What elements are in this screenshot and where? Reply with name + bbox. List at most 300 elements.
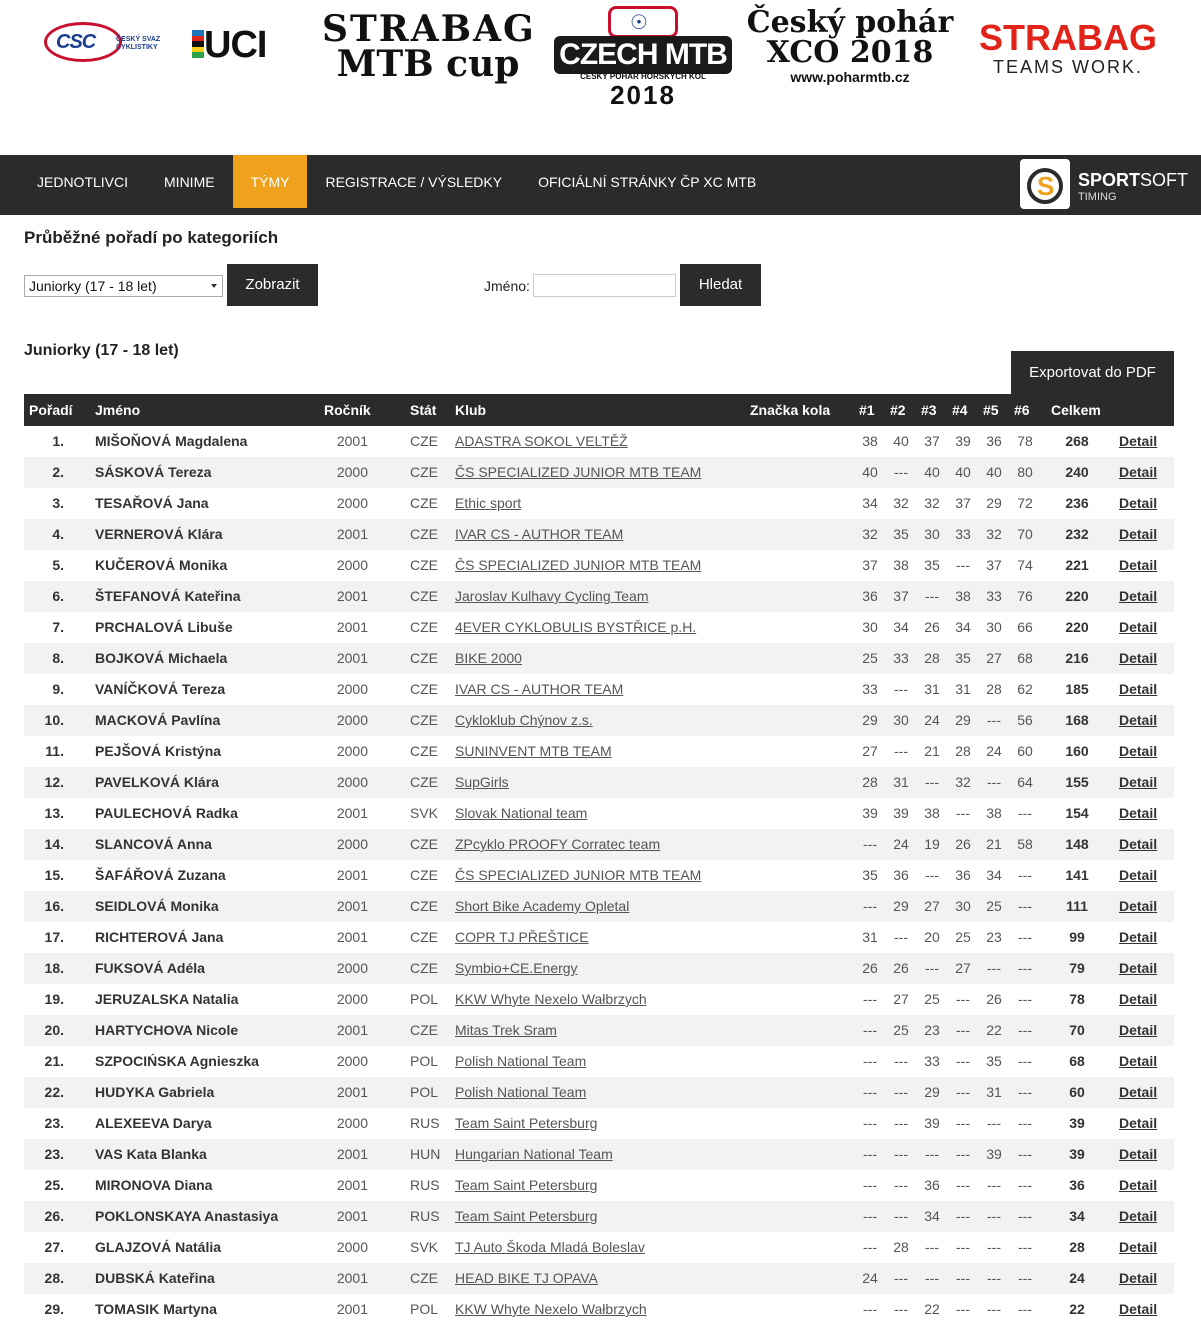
round-5-cell: 35 — [986, 1053, 1002, 1069]
col-r3[interactable]: #3 — [921, 402, 937, 418]
csc-text: ČESKÝ SVAZ CYKLISTIKY — [116, 36, 161, 51]
czech-mtb-logo[interactable] — [552, 6, 734, 108]
club-link[interactable]: IVAR CS - AUTHOR TEAM — [455, 681, 624, 697]
country-cell: CZE — [410, 433, 438, 449]
year-cell: 2000 — [336, 1115, 368, 1131]
club-link[interactable]: Slovak National team — [455, 805, 588, 821]
round-5-cell: --- — [987, 1239, 1001, 1255]
round-6-cell: --- — [1018, 929, 1032, 945]
club-link[interactable]: Symbio+CE.Energy — [455, 960, 578, 976]
name-cell: TOMASIK Martyna — [95, 1301, 217, 1317]
year-cell: 2001 — [336, 526, 368, 542]
table-row — [24, 922, 1174, 953]
detail-link[interactable]: Detail — [1119, 619, 1158, 635]
detail-link[interactable]: Detail — [1119, 991, 1158, 1007]
detail-link[interactable]: Detail — [1119, 495, 1158, 511]
round-6-cell: 80 — [1017, 464, 1033, 480]
year-cell: 2001 — [336, 1208, 368, 1224]
col-r5[interactable]: #5 — [983, 402, 999, 418]
year-cell: 2001 — [336, 1301, 368, 1317]
round-4-cell: --- — [956, 1022, 970, 1038]
rank-cell: 15. — [44, 867, 64, 883]
detail-link[interactable]: Detail — [1119, 1022, 1158, 1038]
round-5-cell: --- — [987, 712, 1001, 728]
year-cell: 2000 — [336, 495, 368, 511]
round-1-cell: --- — [863, 1115, 877, 1131]
rank-cell: 2. — [52, 464, 64, 480]
table-row — [24, 829, 1174, 860]
round-5-cell: --- — [987, 1270, 1001, 1286]
round-3-cell: 32 — [924, 495, 940, 511]
detail-link[interactable]: Detail — [1119, 557, 1158, 573]
search-button[interactable]: Hledat — [680, 264, 761, 306]
total-cell: 60 — [1069, 1084, 1085, 1100]
round-3-cell: 20 — [924, 929, 940, 945]
detail-link[interactable]: Detail — [1119, 526, 1158, 542]
total-cell: 268 — [1065, 433, 1089, 449]
detail-link[interactable]: Detail — [1119, 805, 1158, 821]
detail-link[interactable]: Detail — [1119, 681, 1158, 697]
table-row — [24, 798, 1174, 829]
table-row — [24, 1139, 1174, 1170]
col-club[interactable]: Klub — [455, 402, 487, 418]
col-r6[interactable]: #6 — [1014, 402, 1030, 418]
round-1-cell: 39 — [862, 805, 878, 821]
country-cell: POL — [410, 1301, 439, 1317]
club-link[interactable]: ČS SPECIALIZED JUNIOR MTB TEAM — [455, 557, 702, 573]
detail-link[interactable]: Detail — [1119, 743, 1158, 759]
round-3-cell: 31 — [924, 681, 940, 697]
club-link[interactable]: Polish National Team — [455, 1084, 587, 1100]
col-bike[interactable]: Značka kola — [750, 402, 831, 418]
rank-cell: 7. — [52, 619, 64, 635]
detail-link[interactable]: Detail — [1119, 712, 1158, 728]
name-cell: MIŠOŇOVÁ Magdalena — [95, 433, 248, 449]
export-pdf-button[interactable]: Exportovat do PDF — [1011, 351, 1174, 395]
total-cell: 70 — [1069, 1022, 1085, 1038]
country-cell: SVK — [410, 1239, 439, 1255]
round-6-cell: 56 — [1017, 712, 1033, 728]
round-5-cell: 40 — [986, 464, 1002, 480]
total-cell: 155 — [1065, 774, 1089, 790]
club-link[interactable]: Ethic sport — [455, 495, 522, 511]
round-1-cell: 29 — [862, 712, 878, 728]
strabag-slogan: TEAMS WORK. — [992, 57, 1143, 77]
round-1-cell: --- — [863, 1022, 877, 1038]
round-6-cell: --- — [1018, 1115, 1032, 1131]
col-rank[interactable]: Pořadí — [29, 402, 73, 418]
round-6-cell: 72 — [1017, 495, 1033, 511]
round-5-cell: --- — [987, 1115, 1001, 1131]
round-6-cell: 68 — [1017, 650, 1033, 666]
table-row — [24, 1170, 1174, 1201]
round-5-cell: 37 — [986, 557, 1002, 573]
round-1-cell: 26 — [862, 960, 878, 976]
round-1-cell: 31 — [862, 929, 878, 945]
club-link[interactable]: 4EVER CYKLOBULIS BYSTŘICE p.H. — [455, 619, 697, 635]
round-3-cell: --- — [925, 867, 939, 883]
detail-link[interactable]: Detail — [1119, 433, 1158, 449]
round-2-cell: 28 — [893, 1239, 909, 1255]
club-link[interactable]: BIKE 2000 — [455, 650, 522, 666]
club-link[interactable]: COPR TJ PŘEŠTICE — [455, 929, 589, 945]
country-cell: POL — [410, 1053, 439, 1069]
round-5-cell: --- — [987, 1301, 1001, 1317]
country-cell: RUS — [410, 1177, 440, 1193]
club-link[interactable]: SUNINVENT MTB TEAM — [455, 743, 612, 759]
country-cell: CZE — [410, 867, 438, 883]
club-link[interactable]: Team Saint Petersburg — [455, 1177, 598, 1193]
round-3-cell: 19 — [924, 836, 940, 852]
uci-stripes-icon — [192, 30, 204, 58]
round-3-cell: 35 — [924, 557, 940, 573]
col-r1[interactable]: #1 — [859, 402, 875, 418]
round-4-cell: --- — [956, 1270, 970, 1286]
club-link[interactable]: KKW Whyte Nexelo Wałbrzych — [455, 1301, 647, 1317]
round-4-cell: 27 — [955, 960, 971, 976]
name-cell: MIRONOVA Diana — [95, 1177, 213, 1193]
total-cell: 216 — [1065, 650, 1089, 666]
total-cell: 154 — [1065, 805, 1089, 821]
name-cell: SLANCOVÁ Anna — [95, 836, 212, 852]
round-6-cell: --- — [1018, 1208, 1032, 1224]
round-6-cell: --- — [1018, 1301, 1032, 1317]
col-total[interactable]: Celkem — [1051, 402, 1101, 418]
name-cell: ŠAFÁŘOVÁ Zuzana — [95, 867, 226, 883]
name-cell: VERNEROVÁ Klára — [95, 526, 223, 542]
nav-item-4[interactable]: OFICIÁLNÍ STRÁNKY ČP XC MTB — [538, 174, 757, 190]
year-cell: 2001 — [336, 619, 368, 635]
year-cell: 2000 — [336, 557, 368, 573]
main-nav — [0, 155, 1201, 215]
round-2-cell: 32 — [893, 495, 909, 511]
country-cell: POL — [410, 1084, 439, 1100]
table-row — [24, 612, 1174, 643]
round-6-cell: --- — [1018, 1146, 1032, 1162]
year-cell: 2000 — [336, 960, 368, 976]
nav-item-0[interactable]: JEDNOTLIVCI — [37, 174, 129, 190]
detail-link[interactable]: Detail — [1119, 1115, 1158, 1131]
rank-cell: 27. — [44, 1239, 64, 1255]
country-cell: CZE — [410, 712, 438, 728]
strabag-name: STRABAG — [979, 17, 1157, 58]
round-5-cell: --- — [987, 1208, 1001, 1224]
rank-cell: 11. — [45, 743, 64, 759]
col-country[interactable]: Stát — [410, 402, 437, 418]
table-row — [24, 1232, 1174, 1263]
country-cell: CZE — [410, 650, 438, 666]
sportsoft-name-light: SOFT — [1140, 170, 1189, 190]
rank-cell: 13. — [44, 805, 64, 821]
total-cell: 232 — [1065, 526, 1089, 542]
round-6-cell: 58 — [1017, 836, 1033, 852]
round-1-cell: --- — [863, 1146, 877, 1162]
detail-link[interactable]: Detail — [1119, 836, 1158, 852]
col-r4[interactable]: #4 — [952, 402, 968, 418]
country-cell: HUN — [410, 1146, 441, 1162]
round-5-cell: 26 — [986, 991, 1002, 1007]
round-3-cell: 21 — [924, 743, 940, 759]
club-link[interactable]: Mitas Trek Sram — [455, 1022, 557, 1038]
round-3-cell: 40 — [924, 464, 940, 480]
round-1-cell: --- — [863, 1301, 877, 1317]
round-6-cell: 64 — [1017, 774, 1033, 790]
detail-link[interactable]: Detail — [1119, 1270, 1158, 1286]
table-row — [24, 767, 1174, 798]
round-2-cell: 25 — [893, 1022, 909, 1038]
round-1-cell: 28 — [862, 774, 878, 790]
club-link[interactable]: Polish National Team — [455, 1053, 587, 1069]
country-cell: CZE — [410, 929, 438, 945]
detail-link[interactable]: Detail — [1119, 867, 1158, 883]
name-cell: KUČEROVÁ Monika — [95, 557, 228, 573]
table-row — [24, 891, 1174, 922]
strabag-cup-line2: MTB cup — [336, 43, 520, 85]
total-cell: 221 — [1065, 557, 1089, 573]
club-link[interactable]: ČS SPECIALIZED JUNIOR MTB TEAM — [455, 867, 702, 883]
cesky-pohar-url: www.poharmtb.cz — [790, 69, 910, 85]
club-link[interactable]: Cykloklub Chýnov z.s. — [455, 712, 593, 728]
club-link[interactable]: KKW Whyte Nexelo Wałbrzych — [455, 991, 647, 1007]
round-1-cell: --- — [863, 898, 877, 914]
table-row — [24, 736, 1174, 767]
detail-link[interactable]: Detail — [1119, 1208, 1158, 1224]
total-cell: 28 — [1069, 1239, 1085, 1255]
name-label: Jméno: — [484, 278, 530, 294]
table-row — [24, 1015, 1174, 1046]
country-cell: CZE — [410, 743, 438, 759]
name-cell: TESAŘOVÁ Jana — [95, 495, 209, 511]
club-link[interactable]: HEAD BIKE TJ OPAVA — [455, 1270, 598, 1286]
round-4-cell: --- — [956, 1084, 970, 1100]
table-row — [24, 581, 1174, 612]
name-cell: HARTYCHOVA Nicole — [95, 1022, 239, 1038]
czech-mtb-subtitle: ČESKÝ POHÁR HORSKÝCH KOL — [580, 72, 706, 81]
rank-cell: 14. — [44, 836, 64, 852]
club-link[interactable]: ČS SPECIALIZED JUNIOR MTB TEAM — [455, 464, 702, 480]
detail-link[interactable]: Detail — [1119, 588, 1158, 604]
round-2-cell: 35 — [893, 526, 909, 542]
round-1-cell: --- — [863, 991, 877, 1007]
round-6-cell: --- — [1018, 960, 1032, 976]
round-2-cell: --- — [894, 743, 908, 759]
year-cell: 2001 — [336, 898, 368, 914]
name-cell: FUKSOVÁ Adéla — [95, 960, 205, 976]
round-4-cell: --- — [956, 1053, 970, 1069]
round-1-cell: 38 — [862, 433, 878, 449]
col-year[interactable]: Ročník — [324, 402, 371, 418]
country-cell: CZE — [410, 774, 438, 790]
round-2-cell: 33 — [893, 650, 909, 666]
club-link[interactable]: Hungarian National Team — [455, 1146, 613, 1162]
round-6-cell: 66 — [1017, 619, 1033, 635]
country-cell: CZE — [410, 1270, 438, 1286]
category-select-value: Juniorky (17 - 18 let) — [29, 278, 157, 294]
year-cell: 2000 — [336, 836, 368, 852]
country-cell: CZE — [410, 681, 438, 697]
round-6-cell: --- — [1018, 1084, 1032, 1100]
round-5-cell: 23 — [986, 929, 1002, 945]
total-cell: 34 — [1069, 1208, 1085, 1224]
country-cell: CZE — [410, 526, 438, 542]
round-1-cell: 30 — [862, 619, 878, 635]
nav-item-2[interactable]: TÝMY — [233, 155, 308, 208]
detail-link[interactable]: Detail — [1119, 464, 1158, 480]
round-2-cell: --- — [894, 1270, 908, 1286]
table-row — [24, 705, 1174, 736]
club-link[interactable]: Team Saint Petersburg — [455, 1115, 598, 1131]
name-cell: ŠTEFANOVÁ Kateřina — [95, 588, 241, 604]
round-6-cell: 60 — [1017, 743, 1033, 759]
cesky-pohar-logo[interactable] — [746, 5, 954, 85]
col-name[interactable]: Jméno — [95, 402, 141, 418]
round-3-cell: --- — [925, 1146, 939, 1162]
round-3-cell: 36 — [924, 1177, 940, 1193]
nav-item-1[interactable]: MINIME — [164, 174, 215, 190]
year-cell: 2000 — [336, 774, 368, 790]
name-cell: POKLONSKAYA Anastasiya — [95, 1208, 279, 1224]
results-table-header — [24, 394, 1174, 426]
czech-mtb-title: CZECH MTB — [554, 36, 732, 74]
detail-link[interactable]: Detail — [1119, 650, 1158, 666]
page-title: Průběžné pořadí po kategoriích — [24, 228, 279, 247]
show-button[interactable]: Zobrazit — [227, 264, 318, 306]
detail-link[interactable]: Detail — [1119, 1301, 1158, 1317]
club-link[interactable]: ZPcyklo PROOFY Corratec team — [455, 836, 661, 852]
rank-cell: 23. — [44, 1115, 64, 1131]
club-link[interactable]: Jaroslav Kulhavy Cycling Team — [455, 588, 649, 604]
club-link[interactable]: Short Bike Academy Opletal — [455, 898, 630, 914]
rank-cell: 6. — [52, 588, 64, 604]
year-cell: 2001 — [336, 433, 368, 449]
round-6-cell: --- — [1018, 1053, 1032, 1069]
nav-item-3[interactable]: REGISTRACE / VÝSLEDKY — [325, 174, 503, 190]
detail-link[interactable]: Detail — [1119, 1177, 1158, 1193]
country-cell: CZE — [410, 557, 438, 573]
detail-link[interactable]: Detail — [1119, 960, 1158, 976]
round-3-cell: 26 — [924, 619, 940, 635]
name-search-input[interactable] — [533, 274, 676, 297]
round-6-cell: --- — [1018, 1270, 1032, 1286]
uci-logo[interactable] — [192, 24, 292, 66]
name-cell: GLAJZOVÁ Natália — [95, 1239, 222, 1255]
round-3-cell: 30 — [924, 526, 940, 542]
club-link[interactable]: SupGirls — [455, 774, 509, 790]
club-link[interactable]: IVAR CS - AUTHOR TEAM — [455, 526, 624, 542]
detail-link[interactable]: Detail — [1119, 1239, 1158, 1255]
club-link[interactable]: Team Saint Petersburg — [455, 1208, 598, 1224]
round-5-cell: 38 — [986, 805, 1002, 821]
detail-link[interactable]: Detail — [1119, 1146, 1158, 1162]
round-5-cell: 29 — [986, 495, 1002, 511]
name-cell: PRCHALOVÁ Libuše — [95, 619, 233, 635]
total-cell: 22 — [1069, 1301, 1085, 1317]
round-3-cell: 28 — [924, 650, 940, 666]
sportsoft-logo[interactable] — [1020, 158, 1189, 210]
name-cell: PAULECHOVÁ Radka — [95, 805, 238, 821]
round-5-cell: 28 — [986, 681, 1002, 697]
round-2-cell: --- — [894, 1053, 908, 1069]
round-4-cell: --- — [956, 991, 970, 1007]
strabag-cup-line1: STRABAG — [322, 8, 536, 50]
year-cell: 2000 — [336, 681, 368, 697]
year-cell: 2001 — [336, 1270, 368, 1286]
total-cell: 68 — [1069, 1053, 1085, 1069]
strabag-logo[interactable] — [972, 17, 1164, 80]
round-5-cell: --- — [987, 960, 1001, 976]
detail-link[interactable]: Detail — [1119, 929, 1158, 945]
sportsoft-stopwatch-icon: S — [1020, 159, 1070, 209]
year-cell: 2000 — [336, 743, 368, 759]
round-2-cell: 40 — [893, 433, 909, 449]
col-r2[interactable]: #2 — [890, 402, 906, 418]
round-3-cell: --- — [925, 774, 939, 790]
round-4-cell: --- — [956, 1177, 970, 1193]
year-cell: 2001 — [336, 1084, 368, 1100]
country-cell: CZE — [410, 1022, 438, 1038]
total-cell: 111 — [1066, 898, 1088, 914]
strabag-mtb-cup-logo[interactable] — [322, 8, 536, 85]
round-5-cell: 32 — [986, 526, 1002, 542]
round-5-cell: 34 — [986, 867, 1002, 883]
rank-cell: 1. — [52, 433, 64, 449]
club-link[interactable]: ADASTRA SOKOL VELTĚŽ — [455, 433, 628, 449]
year-cell: 2001 — [336, 1177, 368, 1193]
year-cell: 2000 — [336, 1239, 368, 1255]
round-4-cell: 36 — [955, 867, 971, 883]
detail-link[interactable]: Detail — [1119, 774, 1158, 790]
round-1-cell: --- — [863, 1239, 877, 1255]
round-6-cell: 74 — [1017, 557, 1033, 573]
rank-cell: 9. — [52, 681, 64, 697]
name-cell: PAVELKOVÁ Klára — [95, 774, 219, 790]
round-1-cell: 35 — [862, 867, 878, 883]
uci-text: UCI — [204, 24, 267, 66]
detail-link[interactable]: Detail — [1119, 1053, 1158, 1069]
round-1-cell: 27 — [862, 743, 878, 759]
round-6-cell: --- — [1018, 867, 1032, 883]
round-6-cell: --- — [1018, 1022, 1032, 1038]
detail-link[interactable]: Detail — [1119, 1084, 1158, 1100]
rank-cell: 21. — [44, 1053, 64, 1069]
table-row — [24, 1294, 1174, 1325]
total-cell: 78 — [1069, 991, 1085, 1007]
round-2-cell: 39 — [893, 805, 909, 821]
round-2-cell: 27 — [893, 991, 909, 1007]
club-link[interactable]: TJ Auto Škoda Mladá Boleslav — [455, 1239, 645, 1255]
round-1-cell: --- — [863, 1084, 877, 1100]
detail-link[interactable]: Detail — [1119, 898, 1158, 914]
sportsoft-name — [1078, 170, 1188, 191]
round-3-cell: 29 — [924, 1084, 940, 1100]
year-cell: 2001 — [336, 867, 368, 883]
round-6-cell: 76 — [1017, 588, 1033, 604]
round-1-cell: 36 — [862, 588, 878, 604]
round-1-cell: 34 — [862, 495, 878, 511]
total-cell: 99 — [1069, 929, 1085, 945]
year-cell: 2001 — [336, 650, 368, 666]
category-select[interactable] — [24, 275, 223, 297]
round-6-cell: 70 — [1017, 526, 1033, 542]
round-1-cell: 32 — [862, 526, 878, 542]
round-4-cell: --- — [956, 805, 970, 821]
table-row — [24, 519, 1174, 550]
round-5-cell: 25 — [986, 898, 1002, 914]
name-cell: VAS Kata Blanka — [95, 1146, 207, 1162]
name-cell: VANÍČKOVÁ Tereza — [95, 681, 226, 697]
csc-logo[interactable] — [44, 22, 164, 64]
name-cell: MACKOVÁ Pavlína — [95, 712, 221, 728]
